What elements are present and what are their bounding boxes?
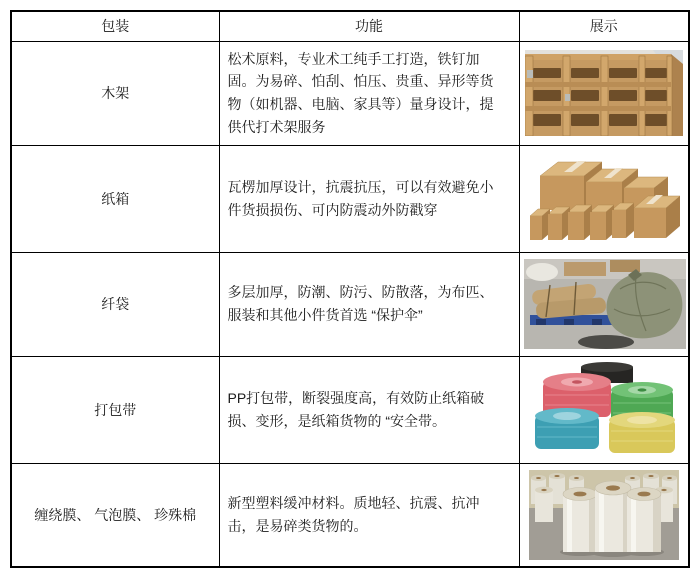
function-text: 松术原料，专业术工纯手工打造，铁钉加 固。为易碎、怕刮、怕压、贵重、异形等货 物（如机器、电脑、家具等）量身设计，提 供代打术架服务 [219,41,519,145]
header-display: 展示 [519,11,689,41]
display-cell [519,252,689,356]
table-row-wrap-film [11,463,689,567]
table-row-wooden-frame [11,41,689,145]
stretch-film-rolls-photo [529,470,679,560]
header-row [11,11,689,41]
function-text: PP打包带，断裂强度高，有效防止纸箱破 损、变形，是纸箱货物的 “安全带。 [219,356,519,463]
table-header [11,11,689,41]
table-row-carton [11,145,689,252]
package-name: 打包带 [11,356,219,463]
header-package: 包装 [11,11,219,41]
function-text: 多层加厚，防潮、防污、防散落，为布匹、 服装和其他小件货首选 “保护伞” [219,252,519,356]
display-cell [519,356,689,463]
woven-bags-photo [524,259,686,349]
package-name: 木架 [11,41,219,145]
cardboard-boxes-photo [526,150,682,248]
table-row-fiber-bag [11,252,689,356]
function-text: 新型塑料缓冲材料。质地轻、抗震、抗冲 击，是易碎类货物的。 [219,463,519,567]
package-name: 纤袋 [11,252,219,356]
wooden-crates-photo [525,50,683,136]
function-text: 瓦楞加厚设计，抗震抗压，可以有效避免小 件货损损伤、可内防震动外防戳穿 [219,145,519,252]
table-row-strapping [11,356,689,463]
package-name: 纸箱 [11,145,219,252]
packaging-table [10,10,690,568]
header-function: 功能 [219,11,519,41]
display-cell [519,145,689,252]
display-cell [519,463,689,567]
strapping-rolls-photo [529,361,679,459]
display-cell [519,41,689,145]
package-name: 缠绕膜、 气泡膜、 珍殊棉 [11,463,219,567]
